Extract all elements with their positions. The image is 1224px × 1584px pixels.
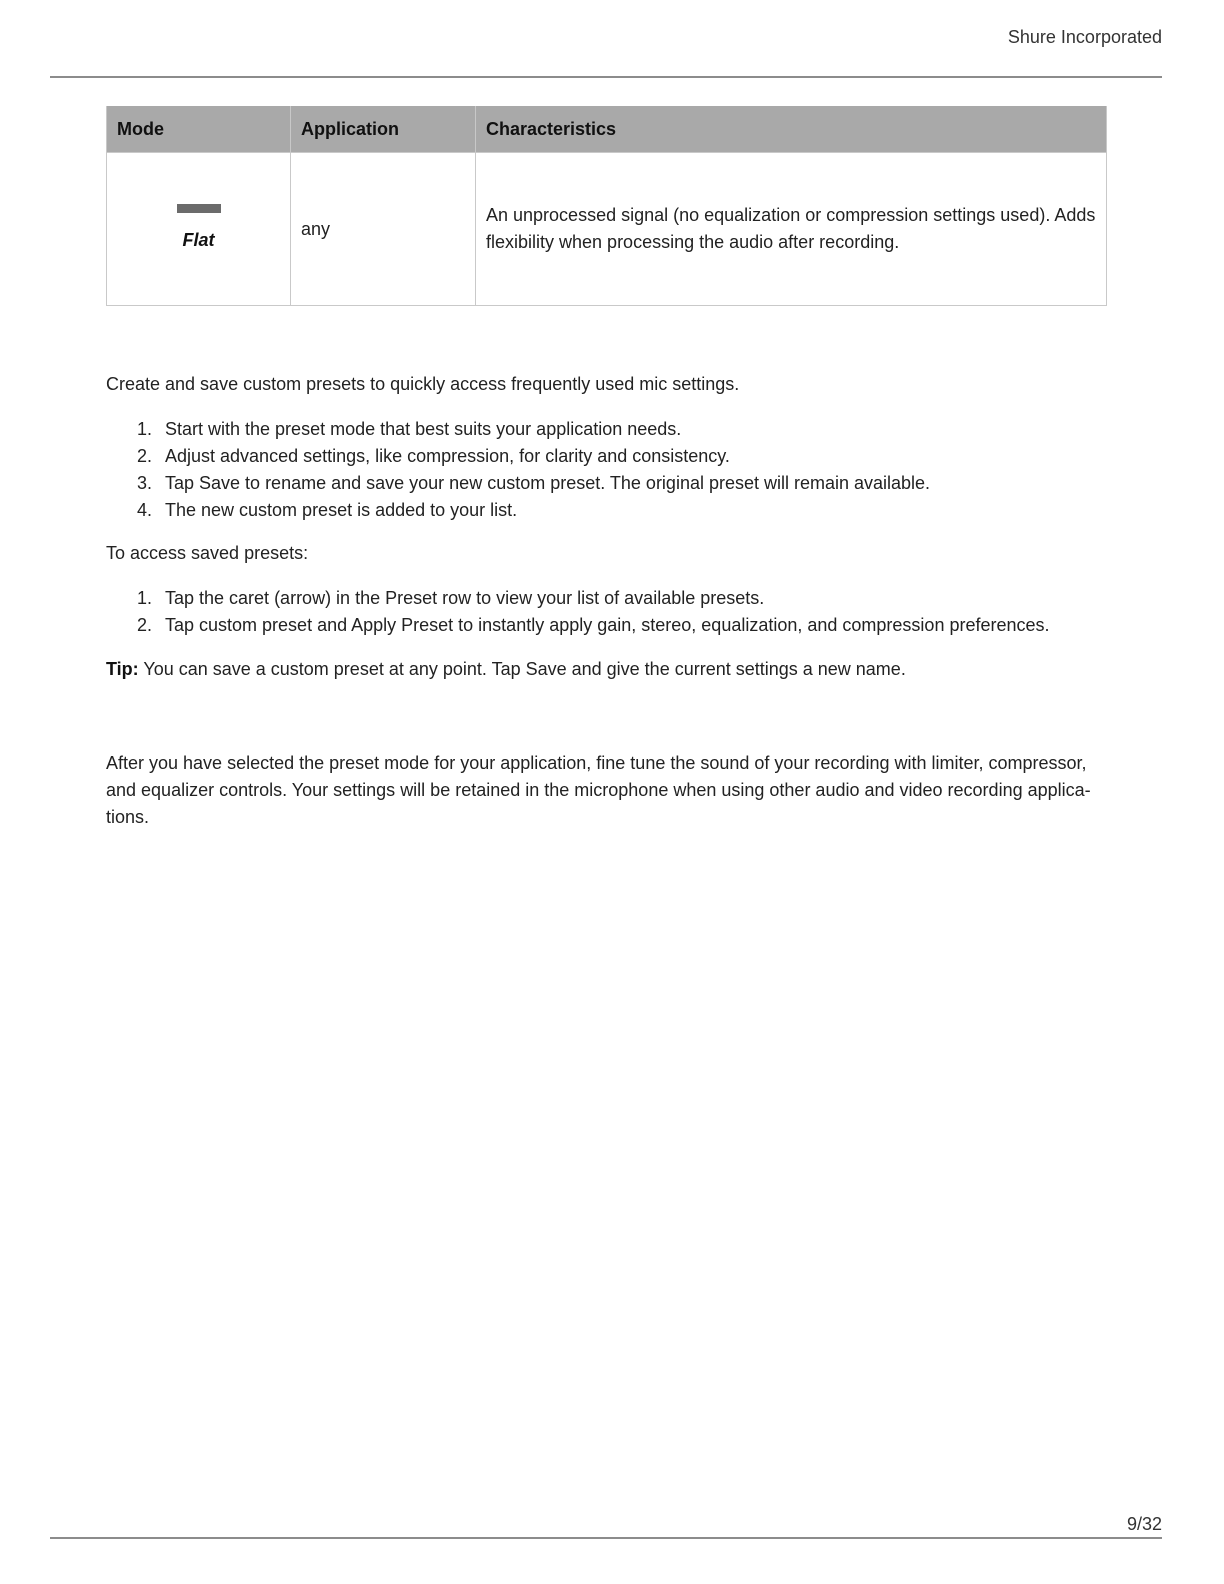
list-number: 2.	[137, 615, 153, 635]
save-preset-steps	[106, 416, 1106, 524]
page-number: 9/32	[1126, 1514, 1162, 1534]
list-number: 1.	[137, 419, 153, 439]
list-item-text: Tap Save to rename and save your new custom preset. The original preset will remain available.	[165, 473, 931, 493]
tip-text: You can save a custom preset at any point. Tap Save and give the current settings a new name.	[138, 659, 906, 679]
application-cell: any	[291, 153, 476, 306]
list-item	[106, 470, 1106, 497]
column-header-application: Application	[291, 106, 476, 153]
list-item	[106, 443, 1106, 470]
company-name: Shure Incorporated	[1007, 27, 1162, 47]
list-item-text: Adjust advanced settings, like compression, for clarity and consistency.	[165, 446, 730, 466]
table-header-row	[107, 106, 1107, 153]
characteristics-cell: An unprocessed signal (no equalization or compression settings used). Adds flexibility when processing the audio after recording.	[476, 153, 1107, 306]
list-item	[106, 497, 1106, 524]
mode-name: Flat	[182, 230, 215, 250]
list-item	[106, 585, 1106, 612]
list-number: 4.	[137, 500, 153, 520]
access-preset-steps	[106, 585, 1106, 639]
list-number: 1.	[137, 588, 153, 608]
flat-mode-icon	[177, 204, 221, 213]
preset-modes-table	[106, 106, 1107, 306]
list-number: 3.	[137, 473, 153, 493]
list-item-text: Tap custom preset and Apply Preset to instantly apply gain, stereo, equalization, and compression preferences.	[165, 615, 1050, 635]
table-row	[107, 153, 1107, 306]
list-item	[106, 416, 1106, 443]
column-header-characteristics: Characteristics	[476, 106, 1107, 153]
tip-paragraph	[106, 656, 1106, 683]
custom-presets-intro: Create and save custom presets to quickly access frequently used mic settings.	[106, 374, 740, 394]
list-item-text: Tap the caret (arrow) in the Preset row to view your list of available presets.	[165, 588, 765, 608]
list-item-text: The new custom preset is added to your list.	[165, 500, 518, 520]
column-header-mode: Mode	[107, 106, 291, 153]
list-item	[106, 612, 1106, 639]
access-presets-heading: To access saved presets:	[106, 543, 309, 563]
header-divider	[50, 76, 1162, 78]
advanced-settings-paragraph: After you have selected the preset mode for your application, fine tune the sound of your recording with limiter, compressor, and equalizer controls. Your settings will be retained in the microphone when using other audio and video recording applications.	[106, 753, 1091, 827]
mode-cell	[107, 153, 291, 306]
list-item-text: Start with the preset mode that best suits your application needs.	[165, 419, 682, 439]
list-number: 2.	[137, 446, 153, 466]
tip-label: Tip:	[106, 659, 139, 679]
footer-divider	[50, 1537, 1162, 1539]
